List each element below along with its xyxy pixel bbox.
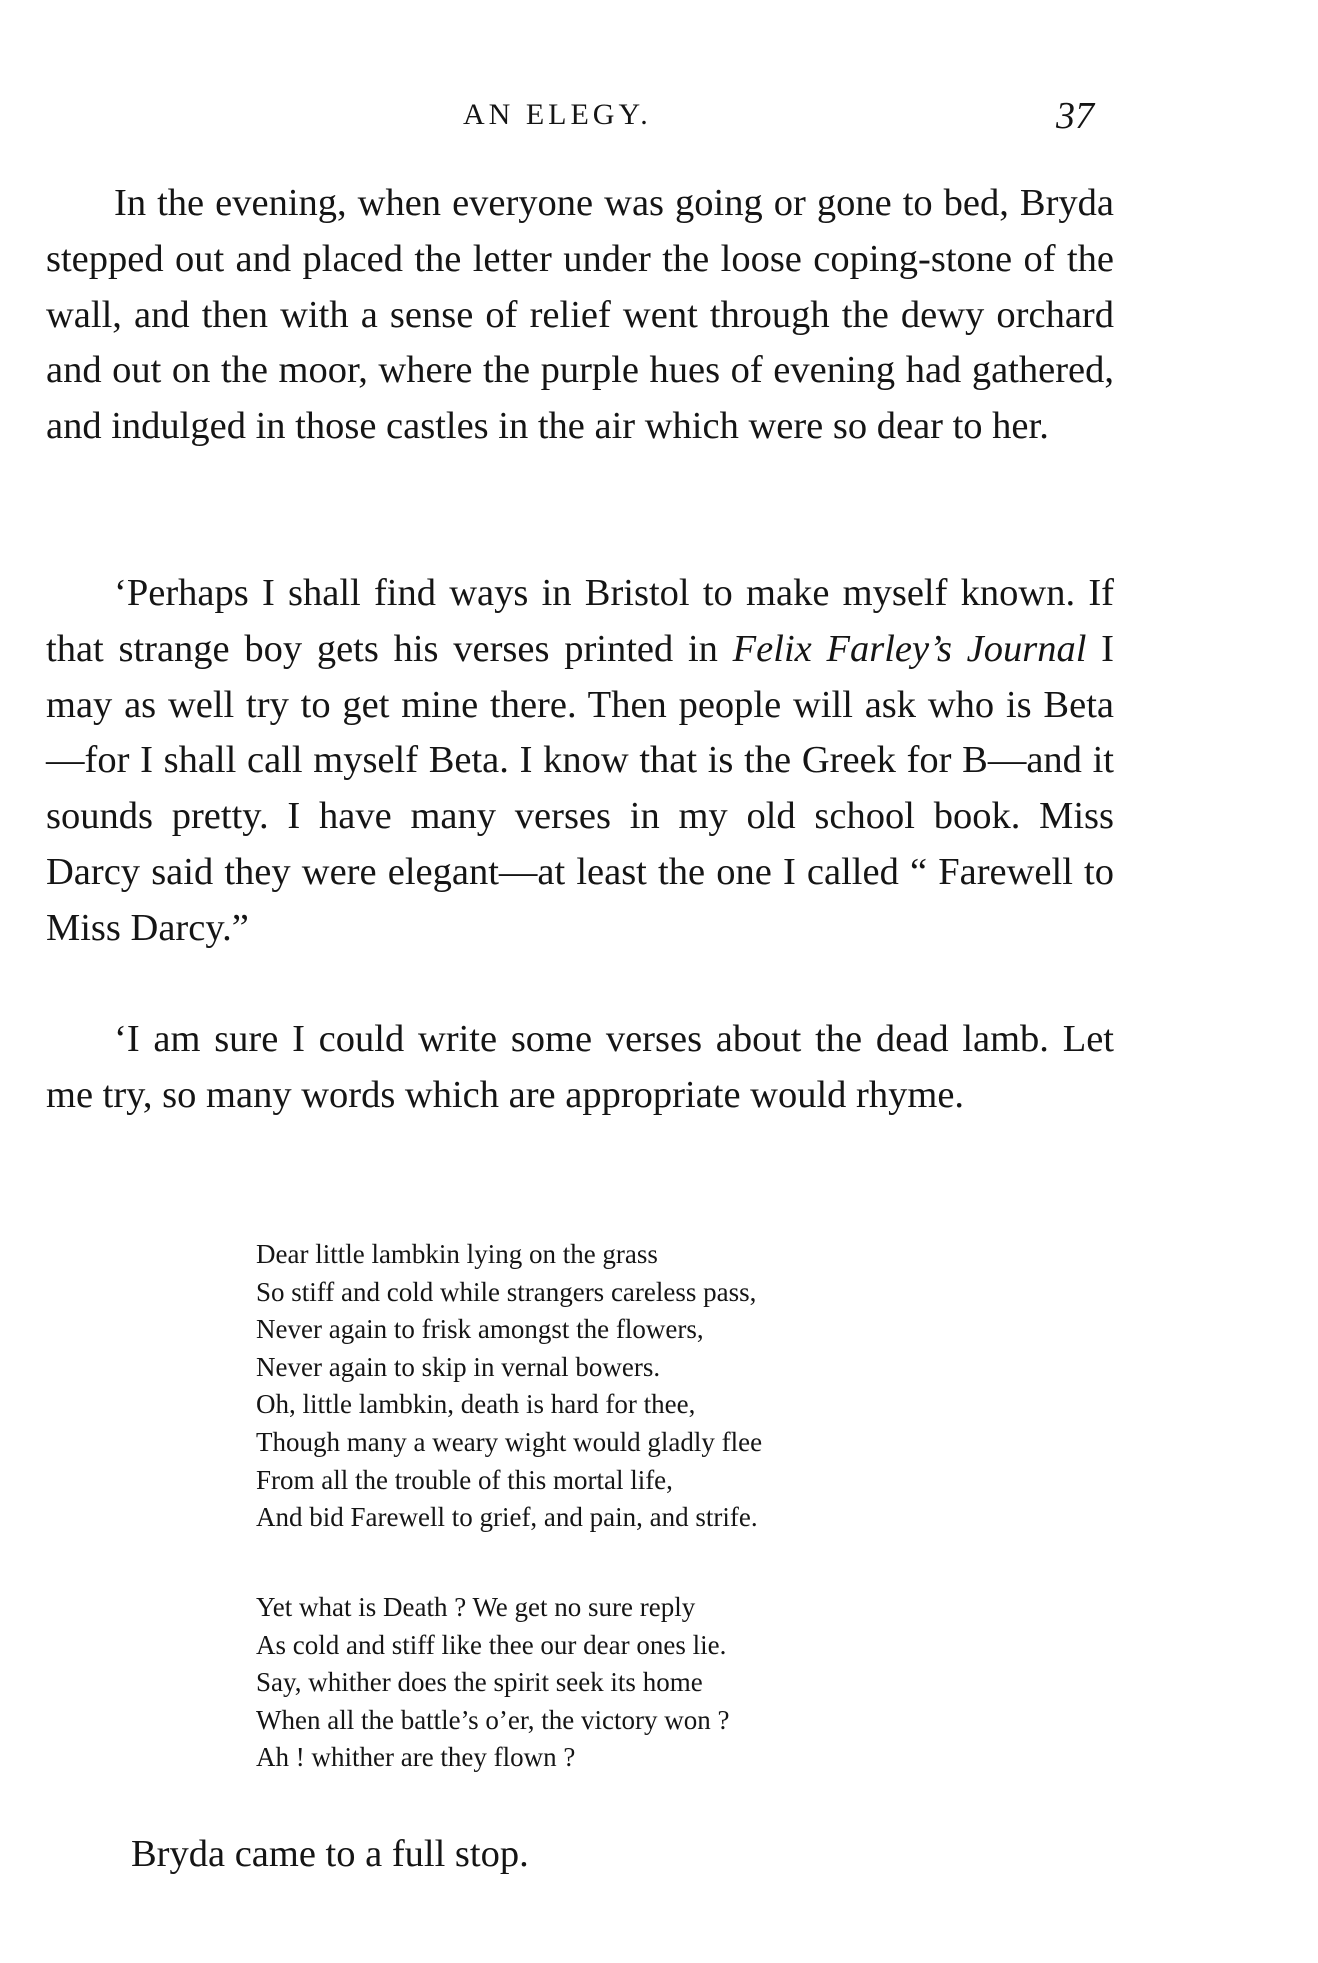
paragraph-evening [46,176,1114,455]
poem-line: So stiff and cold while strangers careless pass, [256,1276,757,1307]
poem-stanza-2 [256,1589,1016,1777]
paragraph-text-start: ‘Perhaps I shall find ways in Bristol to make myself known. If that strange boy gets his verses printed in [46,572,1114,670]
paragraph-text [46,566,1114,957]
closing-line: Bryda came to a full stop. [131,1833,529,1875]
running-head: AN ELEGY. [463,98,652,131]
paragraph-dead-lamb [46,1012,1114,1124]
poem-line: Oh, little lambkin, death is hard for thee, [256,1389,696,1420]
poem-line: And bid Farewell to grief, and pain, and strife. [256,1502,758,1533]
journal-title: Felix Farley’s Journal [732,627,1087,670]
paragraph-text: In the evening, when everyone was going or gone to bed, Bryda stepped out and placed the letter under the loose coping-stone of the wall, and then with a sense of relief went through the dewy orchard and out on the moor, where the purple hues of evening had gathered, and indulged in those castles in the air which were so dear to her. [46,182,1114,448]
poem-line: From all the trouble of this mortal life, [256,1464,673,1495]
page-number: 37 [1056,95,1094,137]
paragraph-text-end: I may as well try to get mine there. Then people will ask who is Beta—for I shall call myself Beta. I know that is the Greek for B—and it sounds pretty. I have many verses in my old school book. Miss Darcy said they were elegant—at least the one I called “ Farewell to Miss Darcy.” [46,627,1114,949]
poem-line: As cold and stiff like thee our dear ones lie. [256,1629,727,1660]
poem-stanza-1 [256,1236,1016,1537]
poem-line: Though many a weary wight would gladly flee [256,1426,763,1457]
page-header [0,95,1318,138]
poem-line: Never again to frisk amongst the flowers, [256,1314,704,1345]
poem-line: Yet what is Death ? We get no sure reply [256,1592,696,1622]
poem-line: When all the battle’s o’er, the victory won ? [256,1704,730,1735]
paragraph-bristol [46,566,1114,957]
poem-line: Ah ! whither are they flown ? [256,1742,576,1773]
poem-line: Dear little lambkin lying on the grass [256,1239,658,1269]
paragraph-text: ‘I am sure I could write some verses about the dead lamb. Let me try, so many words which are appropriate would rhyme. [46,1018,1114,1116]
poem-line: Never again to skip in vernal bowers. [256,1351,661,1382]
poem-line: Say, whither does the spirit seek its home [256,1667,703,1698]
